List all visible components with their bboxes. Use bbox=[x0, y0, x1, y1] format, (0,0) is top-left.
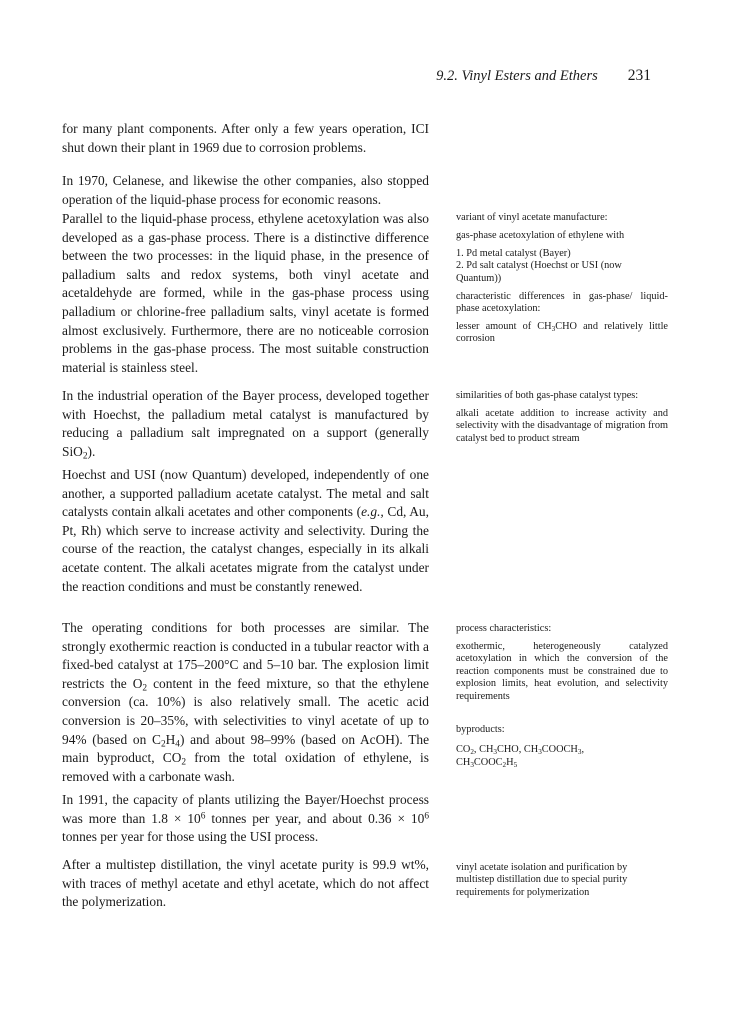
margin-note-byproducts bbox=[456, 724, 668, 775]
margin-note-label: variant of vinyl acetate manufacture: bbox=[456, 212, 608, 223]
main-paragraph-8: After a multistep distillation, the vinyl acetate purity is 99.9 wt%, with traces of methyl acetate and ethyl acetate, which do not affect the polymerization. bbox=[62, 857, 429, 910]
margin-note-label: byproducts: bbox=[456, 724, 505, 735]
main-paragraph-6: The operating conditions for both processes are similar. The strongly exothermic reaction is conducted in a tubular reactor with a fixed-bed catalyst at 175–200°C and 5–10 bar. The explosion limit restricts the $O_2$ content in the feed mixture, so that the ethylene conversion (ca. 10%) is also relatively small. The acetic acid conversion is 20–35%, with selectivities to vinyl acetate of up to 94% (based on $C_2H_4$) and about 98–99% (based on AcOH). The main byproduct, $CO_2$ from the total oxidation of ethylene, is removed with a carbonate wash. bbox=[62, 620, 430, 784]
margin-note-text: exothermic, heterogeneously catalyzed acetoxylation in which the conversion of the reaction components must be constrained due to explosion limits, heat evolution, and selectivity requirements bbox=[456, 640, 668, 702]
main-paragraph-2: In 1970, Celanese, and likewise the other companies, also stopped operation of the liquid-phase process for economic reasons. bbox=[62, 173, 429, 207]
margin-note-label: characteristic differences in gas-phase/ liquid-phase acetoxylation: bbox=[456, 290, 668, 314]
margin-note-formulas: $CO_2$, $CH_3CHO$, $CH_3COOCH_3$, $CH_3COOC_2H_5$ bbox=[456, 744, 585, 769]
margin-list-item: 2. Pd salt catalyst (Hoechst or USI (now Quantum)) bbox=[456, 260, 622, 284]
margin-note-text: lesser amount of $CH_3CHO$ and relatively little corrosion bbox=[456, 320, 668, 345]
margin-note-similarities bbox=[456, 390, 668, 451]
margin-list-item: 1. Pd metal catalyst (Bayer) bbox=[456, 247, 571, 259]
margin-note-label: process characteristics: bbox=[456, 623, 552, 634]
margin-note-isolation bbox=[456, 862, 668, 905]
margin-note-manufacture bbox=[456, 212, 668, 351]
margin-note-process bbox=[456, 623, 668, 708]
running-header bbox=[436, 67, 651, 85]
main-paragraph-4: In the industrial operation of the Bayer process, developed together with Hoechst, the palladium metal catalyst is manufactured by reducing a palladium salt impregnated on a support (generally SiO$_2$). bbox=[62, 388, 429, 462]
main-paragraph-3: Parallel to the liquid-phase process, ethylene acetoxylation was also developed as a gas-phase process. There is a distinctive difference between the two processes: in the liquid phase, in the presence of palladium salts and redox systems, both vinyl acetate and acetaldehyde are formed, while in the gas-phase process using palladium or chlorine-free palladium salts, vinyl acetate is formed almost exclusively. Furthermore, there are no noticeable corrosion problems in the gas-phase process. The most suitable construction material is stainless steel. bbox=[62, 211, 429, 375]
margin-note-text: vinyl acetate isolation and purification by multistep distillation due to special purity requirements for polymerization bbox=[456, 862, 628, 898]
margin-note-label: similarities of both gas-phase catalyst types: bbox=[456, 390, 639, 401]
main-paragraph-1: for many plant components. After only a few years operation, ICI shut down their plant in 1969 due to corrosion problems. bbox=[62, 121, 429, 155]
page-number: 231 bbox=[627, 67, 651, 84]
section-title: 9.2. Vinyl Esters and Ethers bbox=[436, 68, 598, 84]
margin-note-text: gas-phase acetoxylation of ethylene with bbox=[456, 229, 625, 241]
margin-note-text: alkali acetate addition to increase activity and selectivity with the disadvantage of migration from catalyst bed to product stream bbox=[456, 407, 668, 444]
main-paragraph-7: In 1991, the capacity of plants utilizing the Bayer/Hoechst process was more than $1.8 \times 10^6$ tonnes per year, and about $0.36 \times 10^6$ tonnes per year for those using the USI process. bbox=[62, 792, 430, 845]
main-paragraph-5: Hoechst and USI (now Quantum) developed, independently of one another, a supported palladium acetate catalyst. The metal and salt catalysts contain alkali acetates and other components (e.g., Cd, Au, Pt, Rh) which serve to increase activity and selectivity. During the course of the reaction, the catalyst changes, especially in its alkali acetate content. The alkali acetates migrate from the catalyst under the reaction conditions and must be constantly renewed. bbox=[62, 467, 429, 594]
